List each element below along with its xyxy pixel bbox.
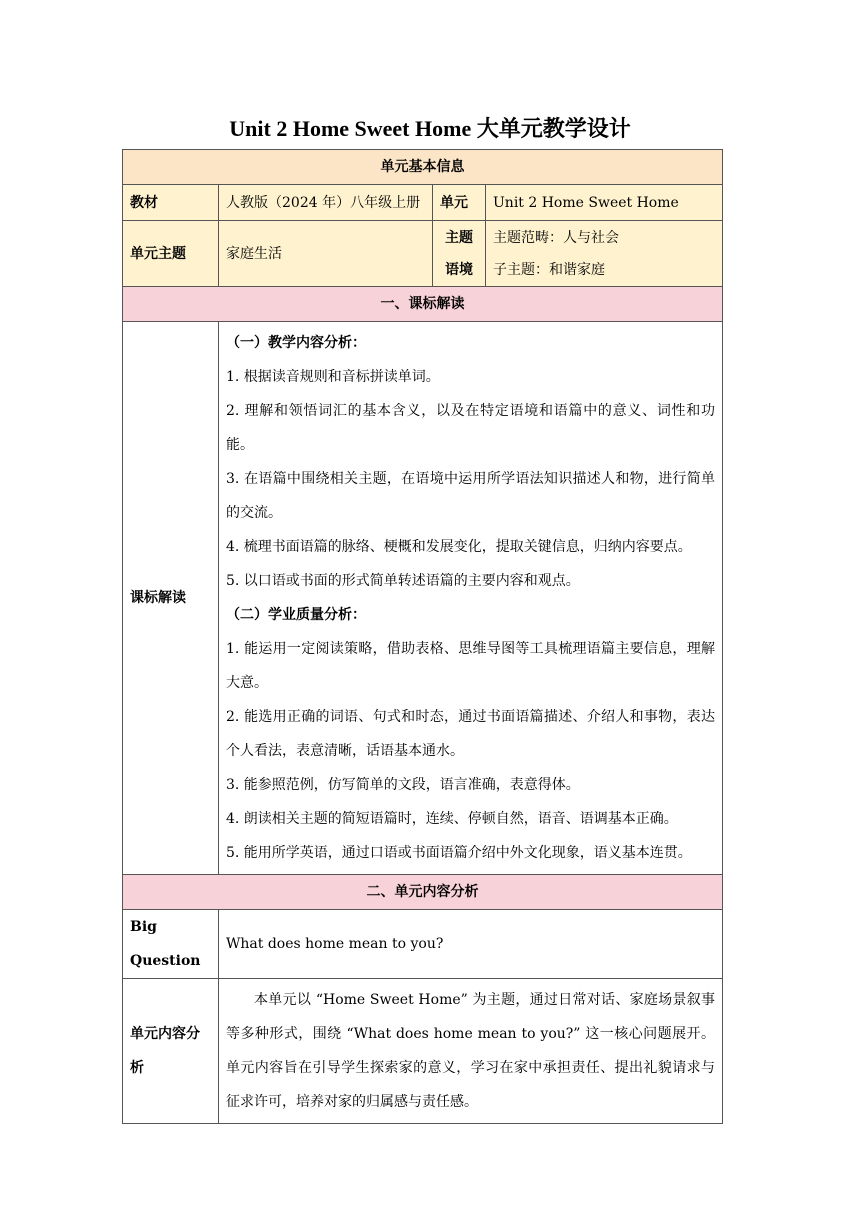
sub1-item: 2. 理解和领悟词汇的基本含义，以及在特定语境和语篇中的意义、词性和功能。 (226, 403, 715, 453)
sub1-item: 4. 梳理书面语篇的脉络、梗概和发展变化，提取关键信息，归纳内容要点。 (226, 539, 692, 555)
context-value-line-1: 主题范畴：人与社会 (493, 229, 619, 246)
context-value-line-2: 子主题：和谐家庭 (493, 261, 605, 278)
big-question-value: What does home mean to you? (219, 910, 723, 979)
curriculum-label: 课标解读 (123, 322, 219, 875)
context-label (433, 221, 486, 287)
section1-header: 一、课标解读 (123, 287, 723, 322)
unit-label: 单元 (433, 185, 486, 221)
sub1-item: 3. 在语篇中围绕相关主题，在语境中运用所学语法知识描述人和物，进行简单的交流。 (226, 471, 715, 521)
context-value (486, 221, 723, 287)
sub2-item: 4. 朗读相关主题的简短语篇时，连续、停顿自然，语音、语调基本正确。 (226, 811, 678, 827)
theme-value: 家庭生活 (219, 221, 433, 287)
sub2-item: 3. 能参照范例，仿写简单的文段，语言准确，表意得体。 (226, 777, 580, 793)
sub1-item: 5. 以口语或书面的形式简单转述语篇的主要内容和观点。 (226, 573, 580, 589)
sub2-item: 2. 能选用正确的词语、句式和时态，通过书面语篇描述、介绍人和事物，表达个人看法，表意清晰，话语基本通水。 (226, 709, 715, 759)
context-label-line-1: 主题 (445, 229, 473, 246)
textbook-label: 教材 (123, 185, 219, 221)
sub2-item: 1. 能运用一定阅读策略，借助表格、思维导图等工具梳理语篇主要信息，理解大意。 (226, 641, 715, 691)
theme-label: 单元主题 (123, 221, 219, 287)
big-question-label: Big Question (123, 910, 219, 979)
sub1-item: 1. 根据读音规则和音标拼读单词。 (226, 369, 440, 385)
basic-info-header: 单元基本信息 (123, 150, 723, 185)
unit-value: Unit 2 Home Sweet Home (486, 185, 723, 221)
textbook-value: 人教版（2024 年）八年级上册 (219, 185, 433, 221)
unit-design-table (122, 149, 723, 1124)
sub2-item: 5. 能用所学英语，通过口语或书面语篇介绍中外文化现象，语义基本连贯。 (226, 845, 692, 861)
curriculum-content (219, 322, 723, 875)
content-analysis-cell (219, 979, 723, 1124)
sub1-title: （一）教学内容分析： (226, 335, 366, 351)
page-title: Unit 2 Home Sweet Home 大单元教学设计 (229, 116, 631, 141)
sub2-title: （二）学业质量分析： (226, 607, 366, 623)
content-analysis-label: 单元内容分析 (123, 979, 219, 1124)
context-label-line-2: 语境 (445, 261, 473, 278)
section2-header: 二、单元内容分析 (123, 875, 723, 910)
content-analysis-text: 本单元以 “Home Sweet Home” 为主题，通过日常对话、家庭场景叙事等多种形式，围绕 “What does home mean to you?” 这一核心问题展开。单元内容旨在引导学生探索家的意义，学习在家中承担责任、提出礼貌请求与征求许可，培养对家的归属感与责任感。 (226, 992, 715, 1110)
